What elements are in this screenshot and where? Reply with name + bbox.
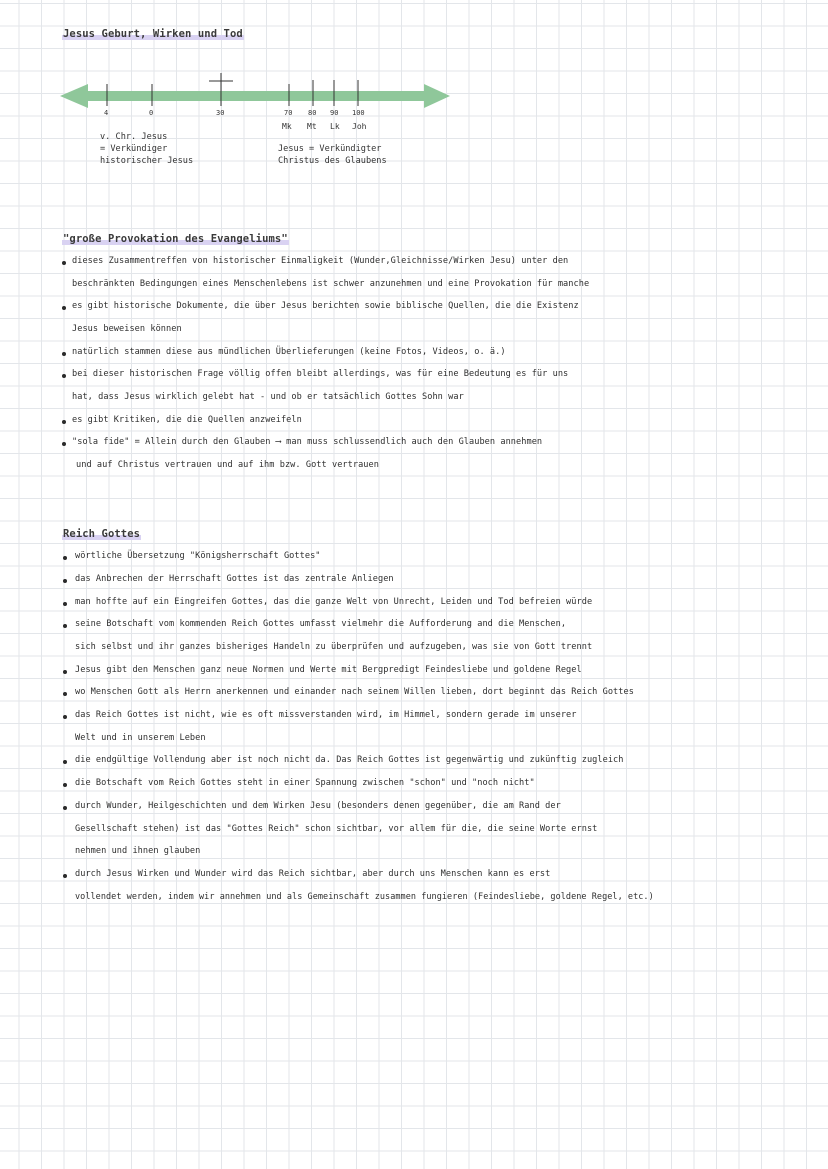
list-item: durch Jesus Wirken und Wunder wird das Reich sichtbar, aber durch uns Menschen kann es erst xyxy=(75,869,551,879)
tick-label: 30 xyxy=(216,109,225,117)
list-item: wörtliche Übersetzung "Königsherrschaft Gottes" xyxy=(75,551,321,561)
bullet xyxy=(63,602,67,606)
gospel-label: Mk xyxy=(282,122,292,131)
list-item: die Botschaft vom Reich Gottes steht in einer Spannung zwischen "schon" und "noch nicht" xyxy=(75,778,535,788)
bullet xyxy=(63,670,67,674)
list-item-continuation: vollendet werden, indem wir annehmen und als Gemeinschaft zusammen fungieren (Feindesliebe, goldene Regel, etc.) xyxy=(75,892,654,902)
list-item: bei dieser historischen Frage völlig offen bleibt allerdings, was für eine Bedeutung es für uns xyxy=(72,369,569,379)
list-item-continuation: sich selbst und ihr ganzes bisheriges Handeln zu überprüfen und aufzugeben, was sie von Gott trennt xyxy=(75,642,593,652)
bullet xyxy=(63,692,67,696)
list-item-continuation: beschränkten Bedingungen eines Menschenlebens ist schwer anzunehmen und eine Provokation für manche xyxy=(72,279,590,289)
right-note-line: Jesus = Verkündigter xyxy=(278,144,382,154)
bullet xyxy=(63,760,67,764)
list-item: man hoffte auf ein Eingreifen Gottes, das die ganze Welt von Unrecht, Leiden und Tod befreien würde xyxy=(75,597,593,607)
bullet xyxy=(63,624,67,628)
left-note-line: = Verkündiger xyxy=(100,144,168,154)
timeline-arrow xyxy=(60,84,450,108)
list-item: Jesus gibt den Menschen ganz neue Normen und Werte mit Bergpredigt Feindesliebe und goldene Regel xyxy=(75,665,582,675)
tick-label: 80 xyxy=(308,109,317,117)
list-item: natürlich stammen diese aus mündlichen Überlieferungen (keine Fotos, Videos, o. ä.) xyxy=(72,347,506,357)
list-item-continuation: nehmen und ihnen glauben xyxy=(75,846,201,856)
list-item: "sola fide" = Allein durch den Glauben ⟶ man muss schlussendlich auch den Glauben annehmen xyxy=(72,437,543,447)
list-item-continuation: Gesellschaft stehen) ist das "Gottes Reich" schon sichtbar, vor allem für die, die seine Worte ernst xyxy=(75,824,598,834)
section-title-provokation: "große Provokation des Evangeliums" xyxy=(63,233,288,245)
tick-label: 90 xyxy=(330,109,339,117)
gospel-label: Lk xyxy=(330,122,340,131)
list-item: die endgültige Vollendung aber ist noch nicht da. Das Reich Gottes ist gegenwärtig und zukünftig zugleich xyxy=(75,755,624,765)
list-item-continuation: und auf Christus vertrauen und auf ihm bzw. Gott vertrauen xyxy=(76,460,379,470)
right-note-line: Christus des Glaubens xyxy=(278,156,387,166)
bullet xyxy=(62,261,66,265)
bullet xyxy=(62,306,66,310)
list-item: das Reich Gottes ist nicht, wie es oft missverstanden wird, im Himmel, sondern gerade im unserer xyxy=(75,710,577,720)
bullet xyxy=(62,352,66,356)
bullet xyxy=(63,806,67,810)
bullet xyxy=(63,579,67,583)
bullet xyxy=(63,874,67,878)
list-item: das Anbrechen der Herrschaft Gottes ist das zentrale Anliegen xyxy=(75,574,394,584)
left-note-line: v. Chr. Jesus xyxy=(100,132,168,142)
list-item-continuation: Welt und in unserem Leben xyxy=(75,733,206,743)
tick-label: 100 xyxy=(352,109,365,117)
list-item: seine Botschaft vom kommenden Reich Gottes umfasst vielmehr die Aufforderung and die Menschen, xyxy=(75,619,567,629)
tick-label: 70 xyxy=(284,109,293,117)
bullet xyxy=(62,374,66,378)
list-item-continuation: hat, dass Jesus wirklich gelebt hat - und ob er tatsächlich Gottes Sohn war xyxy=(72,392,464,402)
gospel-label: Joh xyxy=(352,122,367,131)
timeline xyxy=(0,0,828,180)
list-item: dieses Zusammentreffen von historischer Einmaligkeit (Wunder,Gleichnisse/Wirken Jesu) unter den xyxy=(72,256,569,266)
section-title-reich-gottes: Reich Gottes xyxy=(63,528,141,540)
timeline-graphic xyxy=(0,0,828,180)
list-item: es gibt Kritiken, die die Quellen anzweifeln xyxy=(72,415,302,425)
bullet xyxy=(63,783,67,787)
list-item: wo Menschen Gott als Herrn anerkennen und einander nach seinem Willen lieben, dort beginnt das Reich Gottes xyxy=(75,687,634,697)
bullet xyxy=(63,715,67,719)
section-title-jesus: Jesus Geburt, Wirken und Tod xyxy=(63,28,243,40)
gospel-label: Mt xyxy=(307,122,317,131)
list-item: es gibt historische Dokumente, die über Jesus berichten sowie biblische Quellen, die die Existenz xyxy=(72,301,579,311)
tick-label: 4 xyxy=(104,109,109,117)
bullet xyxy=(62,420,66,424)
list-item-continuation: Jesus beweisen können xyxy=(72,324,182,334)
list-item: durch Wunder, Heilgeschichten und dem Wirken Jesu (besonders denen gegenüber, die am Rand der xyxy=(75,801,561,811)
tick-label: 0 xyxy=(149,109,154,117)
left-note-line: historischer Jesus xyxy=(100,156,194,166)
bullet xyxy=(63,556,67,560)
bullet xyxy=(62,442,66,446)
